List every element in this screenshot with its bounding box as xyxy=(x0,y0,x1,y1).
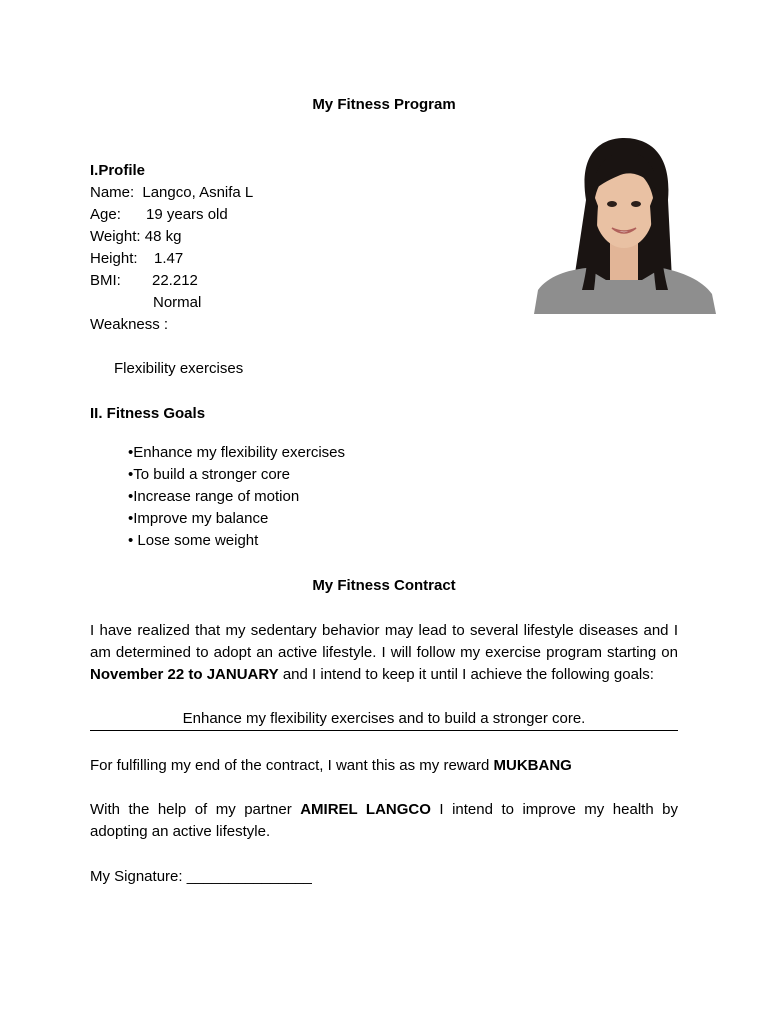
contract-text-a: I have realized that my sedentary behavior may lead to several lifestyle diseases and I am determined to adopt an active lifestyle. I will follow my exercise program starting on xyxy=(90,622,678,661)
age-value: 19 years old xyxy=(146,206,228,223)
partner-text-b: I intend to improve my health by adopting an active lifestyle. xyxy=(90,801,679,840)
height-value: 1.47 xyxy=(154,250,184,267)
goal-item: •Enhance my flexibility exercises xyxy=(128,444,346,461)
partner-text-a: With the help of my partner xyxy=(90,801,301,818)
bmi-label: BMI: xyxy=(90,272,121,289)
name-value: Langco, Asnifa L xyxy=(142,184,254,201)
contract-text-b: and I intend to keep it until I achieve the following goals: xyxy=(278,666,654,683)
bmi-category: Normal xyxy=(153,294,202,311)
partner-paragraph xyxy=(90,799,678,843)
goals-heading: II. Fitness Goals xyxy=(90,405,206,422)
reward-line xyxy=(90,755,572,777)
height-label: Height: xyxy=(90,250,138,267)
goal-item: • Lose some weight xyxy=(128,532,259,549)
reward-text: For fulfilling my end of the contract, I want this as my reward xyxy=(90,757,494,774)
profile-photo xyxy=(534,130,716,314)
contract-paragraph xyxy=(90,620,678,686)
profile-heading: I.Profile xyxy=(90,162,146,179)
bmi-value: 22.212 xyxy=(152,272,198,289)
goal-item: •Increase range of motion xyxy=(128,488,300,505)
weight-label: Weight: xyxy=(90,228,141,245)
weight-value: 48 kg xyxy=(144,228,182,245)
name-label: Name: xyxy=(90,184,135,201)
age-row xyxy=(90,204,228,226)
profile-photo-image xyxy=(534,130,716,314)
name-row xyxy=(90,182,253,204)
contract-dates: November 22 to JANUARY xyxy=(90,666,279,683)
goal-item: •To build a stronger core xyxy=(128,466,291,483)
goal-item: •Improve my balance xyxy=(128,510,269,527)
signature-line: My Signature: _______________ xyxy=(90,868,312,885)
contract-heading: My Fitness Contract xyxy=(312,577,456,594)
height-row xyxy=(90,248,183,270)
reward-value: MUKBANG xyxy=(493,757,572,774)
weakness-value: Flexibility exercises xyxy=(114,360,244,377)
weight-row xyxy=(90,226,181,248)
partner-name: AMIREL LANGCO xyxy=(300,801,431,818)
age-label: Age: xyxy=(90,206,121,223)
bmi-row xyxy=(90,270,198,292)
document-title: My Fitness Program xyxy=(312,96,456,113)
contract-goal-line: Enhance my flexibility exercises and to build a stronger core. xyxy=(90,708,678,731)
weakness-label: Weakness : xyxy=(90,316,169,333)
